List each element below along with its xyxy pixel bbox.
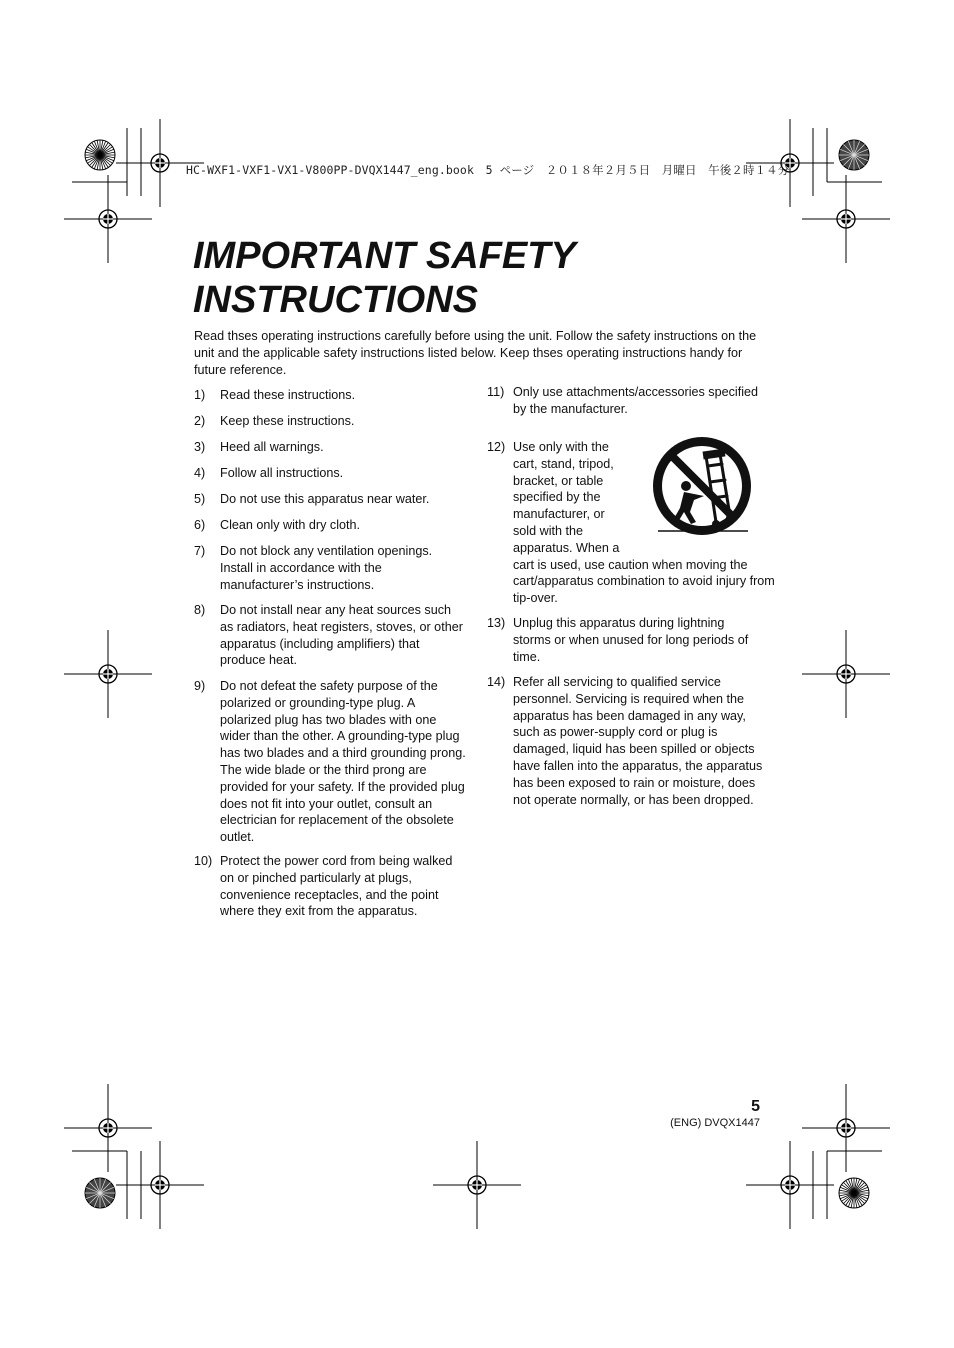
item-number: 5)	[194, 492, 206, 506]
item-number: 9)	[194, 679, 206, 693]
item-text: Do not install near any heat sources such as radiators, heat registers, stoves, or other apparatus (including amplifiers) that produce heat.	[220, 603, 463, 668]
tip-over-cart-warning-icon	[648, 436, 758, 536]
page-title	[193, 234, 793, 322]
item-number: 13)	[487, 616, 506, 630]
item-text: Heed all warnings.	[220, 440, 324, 454]
item-text-line: bracket, or table	[513, 473, 604, 488]
item-text-line: apparatus. When a	[513, 540, 620, 555]
item-number: 3)	[194, 440, 206, 454]
item-text-line: specified by the	[513, 490, 601, 505]
item-number: 7)	[194, 544, 206, 558]
item-text: Only use attachments/accessories specified by the manufacturer.	[513, 385, 758, 416]
item-number: 8)	[194, 603, 206, 617]
item-text-line: cart, stand, tripod,	[513, 456, 614, 471]
item-text: Refer all servicing to qualified service personnel. Servicing is required when the apparatus has been damaged in any way, such as power-supply cord or plug is damaged, liquid has been spilled or objects have fallen into the apparatus, the apparatus has been exposed to rain or moisture, does not operate normally, or has been dropped.	[513, 675, 763, 807]
item-number: 6)	[194, 518, 206, 532]
item-text: Do not block any ventilation openings. Install in accordance with the manufacturer’s instructions.	[220, 544, 433, 592]
item-number: 1)	[194, 388, 206, 402]
intro-paragraph: Read thses operating instructions carefully before using the unit. Follow the safety instructions on the unit and the applicable safety instructions listed below. Keep thses operating instructions handy for future reference.	[194, 329, 757, 377]
item-text: Unplug this apparatus during lightning storms or when unused for long periods of time.	[513, 616, 749, 664]
item-number: 14)	[487, 675, 506, 689]
item-text-line: Use only with the	[513, 440, 609, 454]
item-number: 12)	[487, 440, 506, 454]
item-text-line: sold with the	[513, 523, 584, 538]
item-number: 2)	[194, 414, 206, 428]
print-header: HC-WXF1-VXF1-VX1-V800PP-DVQX1447_eng.book 5 ページ ２０１８年２月５日 月曜日 午後２時１４分	[186, 163, 790, 177]
item-number: 10)	[194, 854, 213, 868]
item-text: Do not use this apparatus near water.	[220, 492, 430, 506]
page-number: 5	[751, 1098, 760, 1115]
item-number: 11)	[487, 385, 505, 399]
item-text-rest: cart is used, use caution when moving the cart/apparatus combination to avoid injury from tip-over.	[513, 557, 775, 606]
item-text: Read these instructions.	[220, 388, 356, 402]
title-line-1: IMPORTANT SAFETY	[193, 235, 576, 277]
item-text-line: manufacturer, or	[513, 507, 605, 522]
item-text: Protect the power cord from being walked on or pinched particularly at plugs, convenience receptacles, and the point where they exit from the apparatus.	[220, 854, 453, 919]
item-text: Clean only with dry cloth.	[220, 518, 360, 532]
item-number: 4)	[194, 466, 206, 480]
title-line-2: INSTRUCTIONS	[193, 279, 478, 321]
item-text: Follow all instructions.	[220, 466, 344, 480]
item-text: Do not defeat the safety purpose of the polarized or grounding-type plug. A polarized plug has two blades with one wider than the other. A grounding-type plug has two blades and a third grounding prong. The wide blade or the third prong are provided for your safety. If the provided plug does not fit into your outlet, consult an electrician for replacement of the obsolete outlet.	[220, 679, 466, 845]
item-text: Keep these instructions.	[220, 414, 355, 428]
document-code: (ENG) DVQX1447	[670, 1117, 760, 1129]
